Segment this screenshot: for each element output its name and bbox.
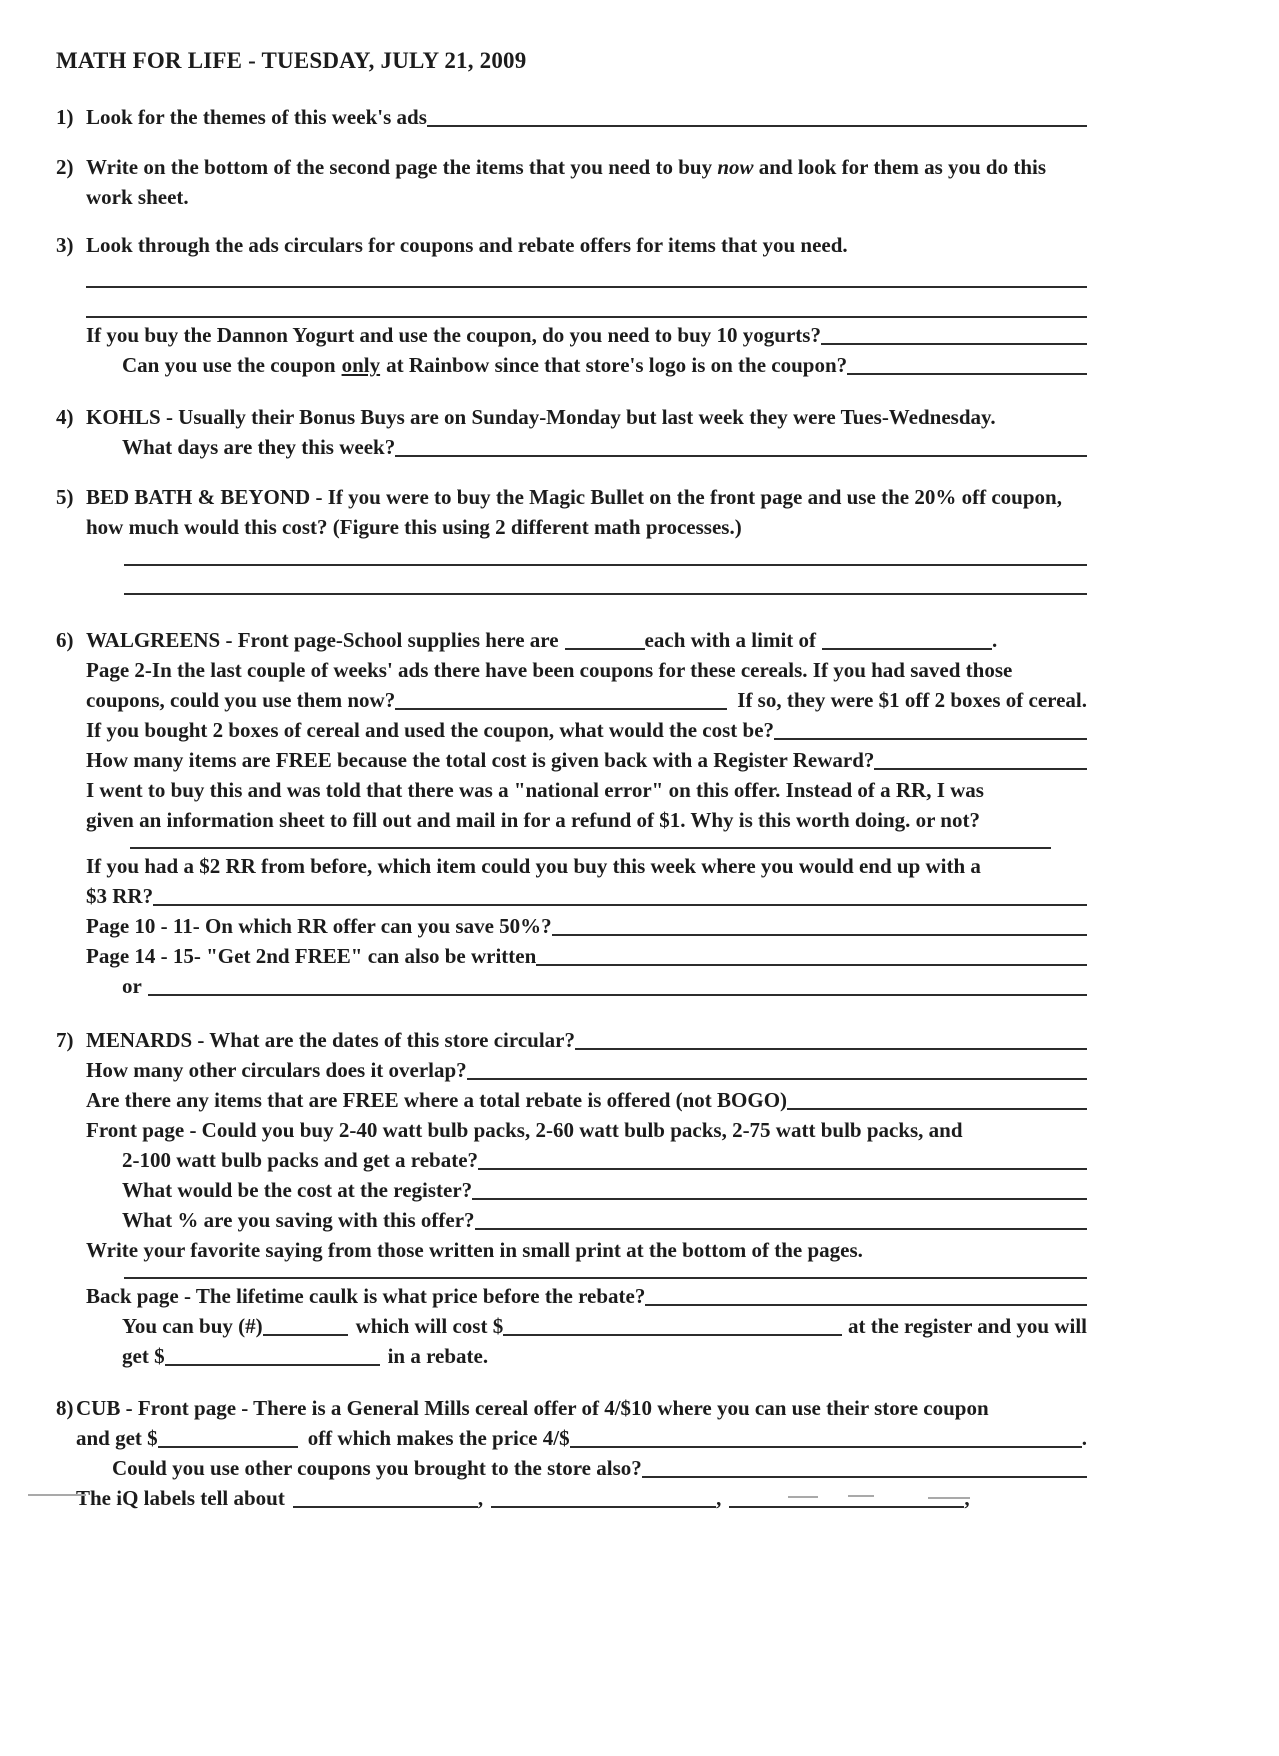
answer-blank xyxy=(503,1334,842,1336)
answer-blank xyxy=(427,125,1087,127)
question-7-percent-question: What % are you saving with this offer? xyxy=(122,1208,475,1232)
question-7-saying-text: Write your favorite saying from those written in small print at the bottom of the pages. xyxy=(86,1238,863,1262)
answer-blank xyxy=(642,1476,1087,1478)
question-2 xyxy=(56,152,1087,212)
answer-blank xyxy=(565,648,645,650)
question-7-bulbs-text-cont: 2-100 watt bulb packs and get a rebate? xyxy=(122,1148,479,1172)
question-7-get-text-end: in a rebate. xyxy=(387,1344,489,1368)
question-3-text: Look through the ads circulars for coupons and rebate offers for items that you need. xyxy=(86,233,848,257)
question-8 xyxy=(56,1393,1087,1513)
question-6-cereal-text: Page 2-In the last couple of weeks' ads there have been coupons for these cereals. If you had saved those xyxy=(86,658,1013,682)
question-3-yogurt-text: If you buy the Dannon Yogurt and use the coupon, do you need to buy 10 yogurts? xyxy=(86,323,821,347)
question-5-text: BED BATH & BEYOND - If you were to buy the Magic Bullet on the front page and use the 20% off coupon, how much would this cost? (Figure this using 2 different math processes.) xyxy=(86,485,1062,539)
scan-artifact-dash xyxy=(848,1495,874,1497)
question-8-number: 8) xyxy=(56,1396,74,1420)
answer-blank xyxy=(847,373,1087,375)
answer-blank xyxy=(536,964,1087,966)
question-7-register-question: What would be the cost at the register? xyxy=(122,1178,473,1202)
question-3-underlined-word: only xyxy=(341,353,381,377)
answer-blank xyxy=(153,904,1087,906)
comma-separator: , xyxy=(716,1486,722,1510)
question-2-text: Write on the bottom of the second page the items that you need to buy xyxy=(86,155,713,179)
question-4-text: KOHLS - Usually their Bonus Buys are on Sunday-Monday but last week they were Tues-Wednesday. xyxy=(86,405,996,429)
question-6-error-text-cont: given an information sheet to fill out and mail in for a refund of $1. Why is this worth doing. or not? xyxy=(86,808,980,832)
question-4-days-text: What days are they this week? xyxy=(122,435,396,459)
scan-artifact-dash xyxy=(788,1496,818,1498)
answer-blank xyxy=(774,738,1087,740)
question-6-cereal-question: coupons, could you use them now? xyxy=(86,688,396,712)
question-6-free-question: How many items are FREE because the total cost is given back with a Register Reward? xyxy=(86,748,875,772)
question-8-iq-text: The iQ labels tell about xyxy=(76,1486,285,1510)
answer-blank xyxy=(874,768,1087,770)
question-7-caulk-question: Back page - The lifetime caulk is what price before the rebate? xyxy=(86,1284,646,1308)
question-6 xyxy=(56,625,1087,1001)
answer-blank xyxy=(821,343,1087,345)
question-3-coupon-text-cont: at Rainbow since that store's logo is on the coupon? xyxy=(386,353,848,377)
question-6-cost-question: If you bought 2 boxes of cereal and used the coupon, what would the cost be? xyxy=(86,718,775,742)
question-4 xyxy=(56,402,1087,462)
question-6-supplies-period: . xyxy=(992,628,998,652)
question-6-cereal-note: If so, they were $1 off 2 boxes of cereal. xyxy=(737,688,1087,712)
answer-blank xyxy=(570,1446,1082,1448)
question-7-bulbs-text: Front page - Could you buy 2-40 watt bulb packs, 2-60 watt bulb packs, 2-75 watt bulb packs, and xyxy=(86,1118,963,1142)
answer-rule xyxy=(86,286,1087,288)
question-7-dates-question: MENARDS - What are the dates of this store circular? xyxy=(86,1028,575,1052)
question-2-italic-word: now xyxy=(717,155,754,179)
question-8-text: CUB - Front page - There is a General Mills cereal offer of 4/$10 where you can use their store coupon xyxy=(76,1396,989,1420)
answer-blank xyxy=(472,1198,1087,1200)
answer-blank xyxy=(158,1446,298,1448)
answer-blank xyxy=(165,1364,380,1366)
answer-rule xyxy=(124,564,1087,566)
question-1-number: 1) xyxy=(56,105,74,129)
comma-separator: , xyxy=(477,1486,484,1510)
question-1 xyxy=(56,102,1087,132)
question-2-number: 2) xyxy=(56,155,74,179)
answer-blank xyxy=(645,1304,1087,1306)
answer-blank xyxy=(467,1078,1087,1080)
answer-blank xyxy=(575,1048,1087,1050)
answer-blank xyxy=(148,994,1087,996)
page-title: MATH FOR LIFE - TUESDAY, JULY 21, 2009 xyxy=(56,48,527,73)
question-3 xyxy=(56,230,1087,380)
answer-blank xyxy=(478,1168,1087,1170)
answer-blank xyxy=(787,1108,1087,1110)
question-7-overlap-question: How many other circulars does it overlap? xyxy=(86,1058,467,1082)
scan-artifact-dash xyxy=(928,1497,970,1499)
answer-rule xyxy=(86,316,1087,318)
question-6-number: 6) xyxy=(56,628,74,652)
question-8-get-text-mid: off which makes the price 4/$ xyxy=(307,1426,570,1450)
answer-blank xyxy=(552,934,1087,936)
question-6-rr-text-cont: $3 RR? xyxy=(86,884,154,908)
answer-rule xyxy=(124,1277,1087,1279)
question-3-coupon-text: Can you use the coupon xyxy=(122,353,336,377)
answer-blank xyxy=(293,1506,478,1508)
question-1-text: Look for the themes of this week's ads xyxy=(86,105,427,129)
answer-blank xyxy=(729,1506,964,1508)
answer-blank xyxy=(475,1228,1087,1230)
answer-blank xyxy=(491,1506,716,1508)
question-7-buy-text: You can buy (#) xyxy=(122,1314,263,1338)
answer-blank xyxy=(822,648,992,650)
question-5 xyxy=(56,482,1087,595)
question-3-number: 3) xyxy=(56,233,74,257)
answer-blank xyxy=(263,1334,348,1336)
answer-rule xyxy=(124,593,1087,595)
comma-separator: , xyxy=(964,1486,970,1510)
question-6-error-text: I went to buy this and was told that there was a "national error" on this offer. Instead of a RR, I was xyxy=(86,778,984,802)
question-4-number: 4) xyxy=(56,405,74,429)
answer-blank xyxy=(395,708,727,710)
question-7-buy-text-mid: which will cost $ xyxy=(355,1314,504,1338)
scan-artifact-dash xyxy=(28,1494,86,1496)
question-5-number: 5) xyxy=(56,485,74,509)
question-8-get-text: and get $ xyxy=(76,1426,158,1450)
question-6-free2nd-question: Page 14 - 15- "Get 2nd FREE" can also be written xyxy=(86,944,537,968)
question-7 xyxy=(56,1025,1087,1371)
question-6-save50-question: Page 10 - 11- On which RR offer can you save 50%? xyxy=(86,914,552,938)
question-7-buy-text-end: at the register and you will xyxy=(848,1314,1087,1338)
question-6-or-label: or xyxy=(122,974,142,998)
question-6-rr-text: If you had a $2 RR from before, which item could you buy this week where you would end up with a xyxy=(86,854,981,878)
question-2-text-cont: and look for them as you do this work sheet. xyxy=(86,155,1047,209)
question-6-supplies-text-mid: each with a limit of xyxy=(644,628,817,652)
question-8-get-period: . xyxy=(1081,1426,1087,1450)
question-7-number: 7) xyxy=(56,1028,74,1052)
answer-blank xyxy=(395,455,1087,457)
question-6-supplies-text: WALGREENS - Front page-School supplies here are xyxy=(86,628,559,652)
answer-rule xyxy=(130,847,1051,849)
question-8-other-question: Could you use other coupons you brought to the store also? xyxy=(112,1456,642,1480)
question-7-get-text: get $ xyxy=(122,1344,165,1368)
question-7-free-question: Are there any items that are FREE where a total rebate is offered (not BOGO) xyxy=(86,1088,788,1112)
